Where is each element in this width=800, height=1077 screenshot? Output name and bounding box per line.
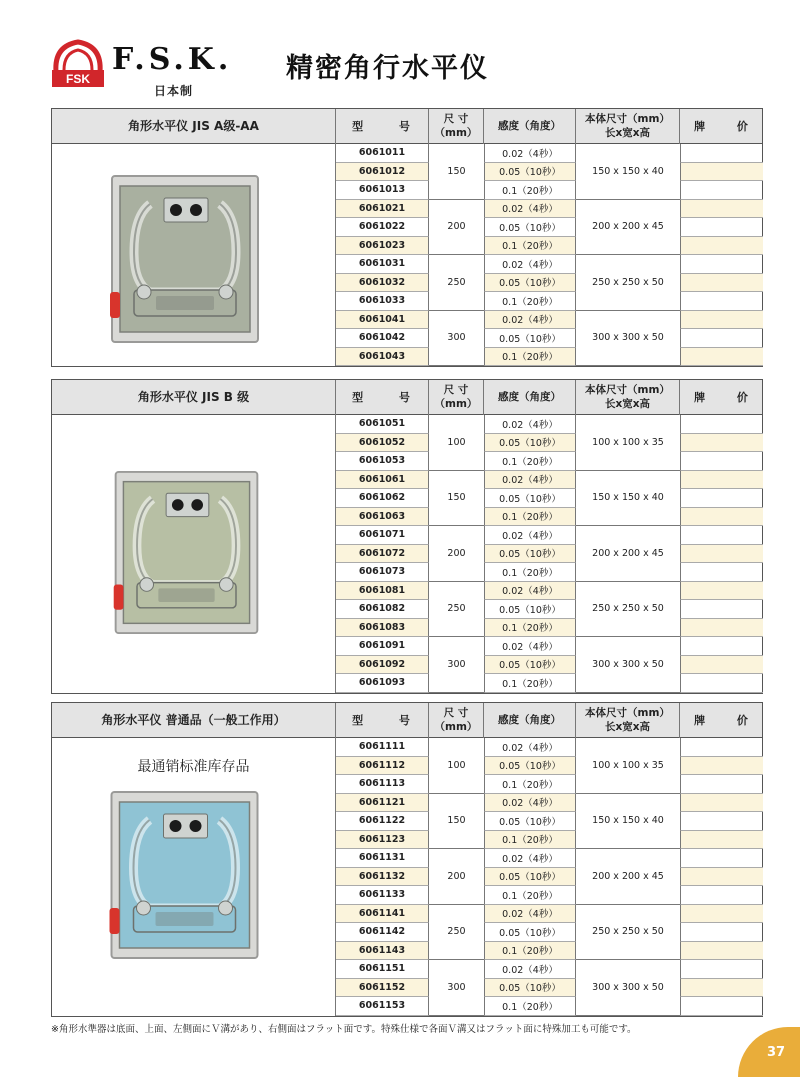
- table-row: [336, 619, 763, 638]
- sensitivity-value: 0.05（10秒）: [484, 163, 576, 182]
- model-number: 6061121: [336, 794, 429, 813]
- table-row: [336, 218, 763, 237]
- model-number: 6061042: [336, 329, 429, 348]
- model-number: 6061113: [336, 775, 429, 794]
- sensitivity-value: 0.05（10秒）: [484, 757, 576, 776]
- body-dimensions: 300 x 300 x 50: [576, 960, 680, 1016]
- body-dimensions: 300 x 300 x 50: [576, 311, 680, 367]
- table-row: [336, 452, 763, 471]
- table-row: [336, 348, 763, 367]
- table-row: [336, 812, 763, 831]
- body-dimensions: 200 x 200 x 45: [576, 200, 680, 256]
- model-number: 6061011: [336, 144, 429, 163]
- body-dimensions: 150 x 150 x 40: [576, 471, 680, 527]
- size-value: 250: [429, 905, 484, 961]
- sensitivity-value: 0.05（10秒）: [484, 274, 576, 293]
- model-number: 6061013: [336, 181, 429, 200]
- table-row: [336, 942, 763, 961]
- table-row: [336, 311, 763, 330]
- table-row: [336, 637, 763, 656]
- table-row: [336, 656, 763, 675]
- price-cell: [680, 471, 763, 490]
- sensitivity-value: 0.02（4秒）: [484, 471, 576, 490]
- size-value: 300: [429, 960, 484, 1016]
- product-image-panel: [52, 144, 335, 366]
- price-cell: [680, 563, 763, 582]
- size-value: 200: [429, 849, 484, 905]
- price-cell: [680, 849, 763, 868]
- footnote: ※角形水準器は底面、上面、左側面にＶ溝があり、右側面はフラット面です。特殊仕様で各面Ｖ溝又はフラット面に特殊加工も可能です。: [51, 1024, 637, 1035]
- sensitivity-value: 0.02（4秒）: [484, 144, 576, 163]
- table-row: [336, 471, 763, 490]
- sensitivity-value: 0.1（20秒）: [484, 942, 576, 961]
- col-price: 牌 价: [679, 703, 762, 738]
- sensitivity-value: 0.1（20秒）: [484, 563, 576, 582]
- price-cell: [680, 218, 763, 237]
- product-table-3: [51, 702, 763, 1017]
- sensitivity-value: 0.02（4秒）: [484, 255, 576, 274]
- page-number: 37: [738, 1027, 800, 1077]
- sensitivity-value: 0.1（20秒）: [484, 997, 576, 1016]
- section-title: 角形水平仪 JIS B 级: [137, 390, 250, 404]
- sensitivity-value: 0.1（20秒）: [484, 674, 576, 693]
- price-cell: [680, 812, 763, 831]
- product-image-panel: [52, 415, 335, 693]
- sensitivity-value: 0.02（4秒）: [484, 849, 576, 868]
- price-cell: [680, 545, 763, 564]
- table-row: [336, 274, 763, 293]
- model-number: 6061022: [336, 218, 429, 237]
- table-row: [336, 489, 763, 508]
- model-number: 6061041: [336, 311, 429, 330]
- model-number: 6061132: [336, 868, 429, 887]
- sensitivity-value: 0.02（4秒）: [484, 794, 576, 813]
- model-number: 6061141: [336, 905, 429, 924]
- model-number: 6061051: [336, 415, 429, 434]
- price-cell: [680, 582, 763, 601]
- sensitivity-value: 0.02（4秒）: [484, 311, 576, 330]
- price-cell: [680, 923, 763, 942]
- model-number: 6061031: [336, 255, 429, 274]
- model-number: 6061052: [336, 434, 429, 453]
- table-body: [335, 415, 762, 693]
- model-number: 6061131: [336, 849, 429, 868]
- col-sensitivity: 感度（角度）: [483, 109, 575, 144]
- table-row: [336, 144, 763, 163]
- table-row: [336, 508, 763, 527]
- body-dimensions: 300 x 300 x 50: [576, 637, 680, 693]
- model-number: 6061063: [336, 508, 429, 527]
- brand-origin: 日本制: [154, 84, 194, 98]
- product-table-2: [51, 379, 763, 694]
- table-row: [336, 960, 763, 979]
- size-value: 250: [429, 255, 484, 311]
- price-cell: [680, 868, 763, 887]
- section-title: 角形水平仪 普通品（一般工作用）: [101, 713, 286, 727]
- price-cell: [680, 200, 763, 219]
- col-size-unit: （mm）: [434, 397, 478, 410]
- model-number: 6061071: [336, 526, 429, 545]
- price-cell: [680, 656, 763, 675]
- price-cell: [680, 452, 763, 471]
- sensitivity-value: 0.1（20秒）: [484, 619, 576, 638]
- table-body: [335, 144, 762, 366]
- col-size-label: 尺 寸: [443, 384, 469, 397]
- model-number: 6061123: [336, 831, 429, 850]
- table-row: [336, 526, 763, 545]
- body-dimensions: 250 x 250 x 50: [576, 255, 680, 311]
- table-header: [52, 380, 762, 415]
- sensitivity-value: 0.1（20秒）: [484, 775, 576, 794]
- col-body-size: [575, 703, 679, 738]
- table-row: [336, 757, 763, 776]
- section-title: 角形水平仪 JIS A级-AA: [128, 119, 259, 133]
- body-dimensions: 250 x 250 x 50: [576, 905, 680, 961]
- col-price: 牌 价: [679, 109, 762, 144]
- logo-text: FSK: [66, 72, 90, 86]
- price-cell: [680, 329, 763, 348]
- sensitivity-value: 0.1（20秒）: [484, 508, 576, 527]
- table-header: [52, 109, 762, 144]
- col-body-label: 本体尺寸（mm）: [585, 113, 670, 126]
- model-number: 6061053: [336, 452, 429, 471]
- model-number: 6061093: [336, 674, 429, 693]
- size-value: 150: [429, 144, 484, 200]
- price-cell: [680, 794, 763, 813]
- body-dimensions: 200 x 200 x 45: [576, 849, 680, 905]
- size-value: 150: [429, 471, 484, 527]
- sensitivity-value: 0.05（10秒）: [484, 656, 576, 675]
- col-size: [428, 380, 483, 415]
- sensitivity-value: 0.02（4秒）: [484, 905, 576, 924]
- size-value: 300: [429, 637, 484, 693]
- size-value: 200: [429, 526, 484, 582]
- col-sensitivity: 感度（角度）: [483, 380, 575, 415]
- fsk-logo-icon: [50, 38, 106, 90]
- price-cell: [680, 163, 763, 182]
- price-cell: [680, 526, 763, 545]
- price-cell: [680, 434, 763, 453]
- sensitivity-value: 0.05（10秒）: [484, 979, 576, 998]
- col-size: [428, 703, 483, 738]
- model-number: 6061032: [336, 274, 429, 293]
- brand-name: F.S.K.: [112, 42, 233, 77]
- model-number: 6061021: [336, 200, 429, 219]
- price-cell: [680, 508, 763, 527]
- size-value: 100: [429, 738, 484, 794]
- sensitivity-value: 0.05（10秒）: [484, 329, 576, 348]
- table-row: [336, 794, 763, 813]
- model-number: 6061152: [336, 979, 429, 998]
- body-dimensions: 250 x 250 x 50: [576, 582, 680, 638]
- table-row: [336, 868, 763, 887]
- model-number: 6061082: [336, 600, 429, 619]
- col-size-label: 尺 寸: [443, 707, 469, 720]
- price-cell: [680, 775, 763, 794]
- table-row: [336, 563, 763, 582]
- square-level-image-1: [110, 174, 260, 344]
- model-number: 6061043: [336, 348, 429, 367]
- size-value: 100: [429, 415, 484, 471]
- model-number: 6061142: [336, 923, 429, 942]
- col-body-dims: 长x宽x高: [604, 397, 651, 410]
- price-cell: [680, 831, 763, 850]
- price-cell: [680, 757, 763, 776]
- table-row: [336, 923, 763, 942]
- table-row: [336, 997, 763, 1016]
- col-model: 型 号: [335, 703, 428, 738]
- price-cell: [680, 144, 763, 163]
- model-number: 6061111: [336, 738, 429, 757]
- table-row: [336, 775, 763, 794]
- body-dimensions: 150 x 150 x 40: [576, 144, 680, 200]
- table-row: [336, 831, 763, 850]
- product-table-1: [51, 108, 763, 367]
- stock-note: 最通销标准库存品: [137, 759, 250, 775]
- model-number: 6061122: [336, 812, 429, 831]
- table-row: [336, 849, 763, 868]
- product-image-panel: [52, 738, 335, 1016]
- table-row: [336, 434, 763, 453]
- price-cell: [680, 274, 763, 293]
- col-price: 牌 价: [679, 380, 762, 415]
- price-cell: [680, 738, 763, 757]
- model-number: 6061151: [336, 960, 429, 979]
- body-dimensions: 150 x 150 x 40: [576, 794, 680, 850]
- sensitivity-value: 0.05（10秒）: [484, 434, 576, 453]
- size-value: 200: [429, 200, 484, 256]
- table-row: [336, 600, 763, 619]
- col-size-label: 尺 寸: [443, 113, 469, 126]
- model-number: 6061153: [336, 997, 429, 1016]
- sensitivity-value: 0.02（4秒）: [484, 738, 576, 757]
- price-cell: [680, 292, 763, 311]
- price-cell: [680, 997, 763, 1016]
- price-cell: [680, 255, 763, 274]
- price-cell: [680, 600, 763, 619]
- col-body-label: 本体尺寸（mm）: [585, 707, 670, 720]
- sensitivity-value: 0.02（4秒）: [484, 415, 576, 434]
- col-size: [428, 109, 483, 144]
- sensitivity-value: 0.1（20秒）: [484, 181, 576, 200]
- table-row: [336, 582, 763, 601]
- sensitivity-value: 0.02（4秒）: [484, 200, 576, 219]
- model-number: 6061023: [336, 237, 429, 256]
- price-cell: [680, 637, 763, 656]
- sensitivity-value: 0.1（20秒）: [484, 831, 576, 850]
- model-number: 6061061: [336, 471, 429, 490]
- model-number: 6061081: [336, 582, 429, 601]
- col-body-dims: 长x宽x高: [604, 126, 651, 139]
- table-row: [336, 292, 763, 311]
- table-row: [336, 181, 763, 200]
- model-number: 6061073: [336, 563, 429, 582]
- col-sensitivity: 感度（角度）: [483, 703, 575, 738]
- model-number: 6061112: [336, 757, 429, 776]
- table-row: [336, 886, 763, 905]
- price-cell: [680, 237, 763, 256]
- page-title: 精密角行水平仪: [286, 53, 489, 84]
- sensitivity-value: 0.1（20秒）: [484, 348, 576, 367]
- price-cell: [680, 415, 763, 434]
- col-body-dims: 长x宽x高: [604, 720, 651, 733]
- col-body-size: [575, 380, 679, 415]
- model-number: 6061072: [336, 545, 429, 564]
- model-number: 6061033: [336, 292, 429, 311]
- size-value: 300: [429, 311, 484, 367]
- price-cell: [680, 960, 763, 979]
- table-row: [336, 545, 763, 564]
- price-cell: [680, 942, 763, 961]
- col-size-unit: （mm）: [434, 126, 478, 139]
- table-row: [336, 738, 763, 757]
- model-number: 6061091: [336, 637, 429, 656]
- sensitivity-value: 0.05（10秒）: [484, 218, 576, 237]
- price-cell: [680, 489, 763, 508]
- sensitivity-value: 0.1（20秒）: [484, 452, 576, 471]
- price-cell: [680, 311, 763, 330]
- sensitivity-value: 0.05（10秒）: [484, 545, 576, 564]
- sensitivity-value: 0.02（4秒）: [484, 637, 576, 656]
- table-row: [336, 674, 763, 693]
- sensitivity-value: 0.1（20秒）: [484, 292, 576, 311]
- price-cell: [680, 619, 763, 638]
- model-number: 6061062: [336, 489, 429, 508]
- price-cell: [680, 979, 763, 998]
- price-cell: [680, 674, 763, 693]
- sensitivity-value: 0.05（10秒）: [484, 489, 576, 508]
- body-dimensions: 200 x 200 x 45: [576, 526, 680, 582]
- table-row: [336, 200, 763, 219]
- sensitivity-value: 0.05（10秒）: [484, 600, 576, 619]
- sensitivity-value: 0.05（10秒）: [484, 868, 576, 887]
- table-header: [52, 703, 762, 738]
- model-number: 6061143: [336, 942, 429, 961]
- square-level-image-3: [107, 790, 262, 960]
- col-model: 型 号: [335, 380, 428, 415]
- table-body: [335, 738, 762, 1016]
- sensitivity-value: 0.02（4秒）: [484, 582, 576, 601]
- size-value: 250: [429, 582, 484, 638]
- sensitivity-value: 0.1（20秒）: [484, 886, 576, 905]
- page-header: [50, 38, 750, 108]
- col-size-unit: （mm）: [434, 720, 478, 733]
- price-cell: [680, 348, 763, 367]
- price-cell: [680, 181, 763, 200]
- sensitivity-value: 0.05（10秒）: [484, 812, 576, 831]
- price-cell: [680, 905, 763, 924]
- body-dimensions: 100 x 100 x 35: [576, 738, 680, 794]
- square-level-image-2: [104, 470, 269, 635]
- body-dimensions: 100 x 100 x 35: [576, 415, 680, 471]
- model-number: 6061012: [336, 163, 429, 182]
- price-cell: [680, 886, 763, 905]
- size-value: 150: [429, 794, 484, 850]
- table-row: [336, 329, 763, 348]
- table-row: [336, 905, 763, 924]
- model-number: 6061092: [336, 656, 429, 675]
- col-body-label: 本体尺寸（mm）: [585, 384, 670, 397]
- table-row: [336, 979, 763, 998]
- sensitivity-value: 0.02（4秒）: [484, 960, 576, 979]
- model-number: 6061083: [336, 619, 429, 638]
- table-row: [336, 415, 763, 434]
- col-model: 型 号: [335, 109, 428, 144]
- col-body-size: [575, 109, 679, 144]
- sensitivity-value: 0.1（20秒）: [484, 237, 576, 256]
- sensitivity-value: 0.05（10秒）: [484, 923, 576, 942]
- sensitivity-value: 0.02（4秒）: [484, 526, 576, 545]
- table-row: [336, 237, 763, 256]
- model-number: 6061133: [336, 886, 429, 905]
- table-row: [336, 255, 763, 274]
- table-row: [336, 163, 763, 182]
